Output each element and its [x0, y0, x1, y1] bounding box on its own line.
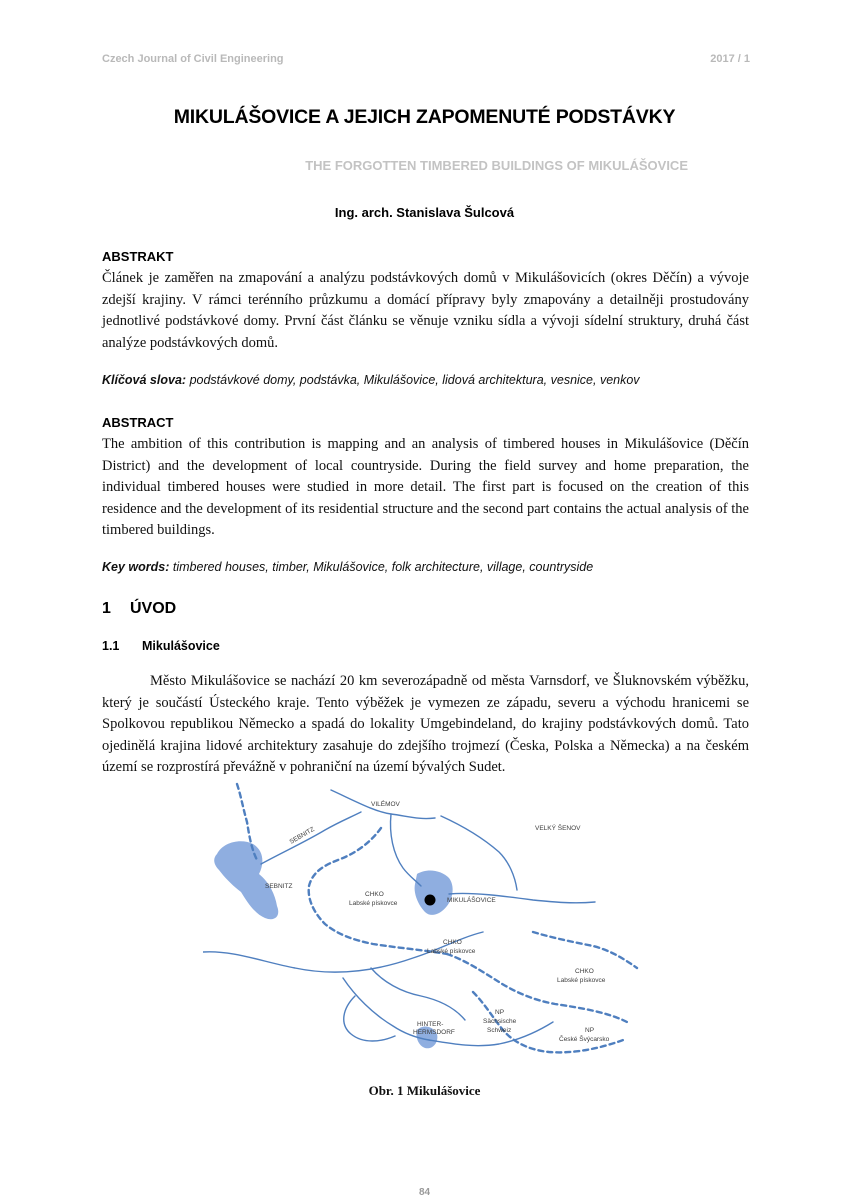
mikulasovice-urban-area	[415, 871, 453, 915]
abstrakt-keywords-label: Klíčová slova:	[102, 373, 187, 387]
label-hinter-a: HINTER-	[417, 1021, 444, 1028]
label-np-2a: NP	[585, 1027, 595, 1034]
abstrakt-heading: ABSTRAKT	[102, 249, 174, 264]
label-vilemov: VILÉMOV	[371, 801, 400, 808]
label-chko-1a: CHKO	[365, 891, 384, 898]
section-1-1-number: 1.1	[102, 639, 120, 653]
section-1-1-heading	[102, 639, 220, 653]
state-border-east	[533, 932, 637, 968]
article-title: MIKULÁŠOVICE A JEJICH ZAPOMENUTÉ PODSTÁVKY	[173, 106, 676, 128]
label-chko-3b: Labské pískovce	[557, 977, 606, 984]
label-np-1b: Sächsische	[483, 1018, 517, 1025]
abstract-keywords-list: timbered houses, timber, Mikulášovice, folk architecture, village, countryside	[172, 560, 594, 574]
river-west-loop	[344, 996, 395, 1041]
river-kirnitzsch	[371, 968, 465, 1020]
label-sebnitz-river: SEBNITZ	[288, 825, 316, 846]
mikulasovice-marker	[425, 895, 436, 906]
label-np-2b: České Švýcarsko	[559, 1036, 610, 1043]
section-1-heading	[102, 600, 176, 618]
river-east	[441, 816, 517, 890]
chko-border-east	[447, 954, 627, 1022]
body-paragraph: Město Mikulášovice se nachází 20 km severozápadně od města Varnsdorf, ve Šluknovském výběžku, který je součástí Ústeckého kraje. Tento výběžek je vymezen ze západu, severu a východu hranicemi se Spolkovou republikou Německo a spadá do lokality Umgebindeland, do krajiny podstávkových domů. Tato ojedinělá krajina lidové architektury zasahuje do zdejšího trojmezí (Česka, Polska a Německa) a na českém území se rozprostírá převážně v pohraniční na území bývalých Sudet.	[102, 673, 749, 775]
label-hinter-b: HERMSDORF	[413, 1029, 455, 1036]
abstract-keywords	[102, 560, 752, 574]
issue-number: 2017 / 1	[710, 53, 750, 65]
article-author: Ing. arch. Stanislava Šulcová	[334, 205, 515, 220]
page-number: 84	[418, 1187, 431, 1198]
mikulasovice-map	[203, 782, 643, 1072]
river-north	[391, 814, 422, 886]
label-chko-1b: Labské pískovce	[349, 900, 398, 907]
journal-name: Czech Journal of Civil Engineering	[102, 53, 284, 65]
abstract-heading: ABSTRACT	[102, 415, 174, 430]
label-sebnitz-town: SEBNITZ	[265, 883, 293, 890]
label-np-1a: NP	[495, 1009, 505, 1016]
label-velky-senov: VELKÝ ŠENOV	[535, 825, 581, 832]
label-mikulasovice: MIKULÁŠOVICE	[447, 897, 496, 904]
label-chko-2a: CHKO	[443, 939, 462, 946]
abstrakt-keywords	[102, 373, 752, 387]
figure-caption: Obr. 1 Mikulášovice	[368, 1083, 481, 1098]
section-1-title: ÚVOD	[130, 600, 177, 617]
label-np-1c: Schweiz	[487, 1027, 512, 1034]
section-1-number: 1	[102, 600, 111, 617]
abstract-text: The ambition of this contribution is mapping and an analysis of timbered houses in Mikulášovice (Děčín District) and the development of local countryside. During the field survey and home preparation, the individual timbered houses were studied in more detail. The first part is focused on the creation of this residence and the development of its residential structure and the second part contains the actual analysis of the timbered buildings.	[102, 436, 749, 538]
article-subtitle: THE FORGOTTEN TIMBERED BUILDINGS OF MIKULÁŠOVICE	[305, 158, 688, 173]
label-chko-2b: Labské pískovce	[427, 948, 476, 955]
abstract-keywords-label: Key words:	[102, 560, 170, 574]
sebnitz-urban-area	[214, 841, 278, 919]
abstrakt-keywords-list: podstávkové domy, podstávka, Mikulášovice, lidová architektura, vesnice, venkov	[189, 373, 640, 387]
abstrakt-text: Článek je zaměřen na zmapování a analýzu podstávkových domů v Mikulášovicích (okres Děčín) a vývoje zdejší krajiny. V rámci terénního průzkumu a domácí přípravy byly zmapovány a detailněji prostudovány jednotlivé podstávkové domy. První část článku se věnuje vzniku sídla a vývoji sídelní struktury, druhá část analýze podstávkových domů.	[102, 270, 749, 351]
label-chko-3a: CHKO	[575, 968, 594, 975]
section-1-1-title: Mikulášovice	[142, 639, 220, 653]
